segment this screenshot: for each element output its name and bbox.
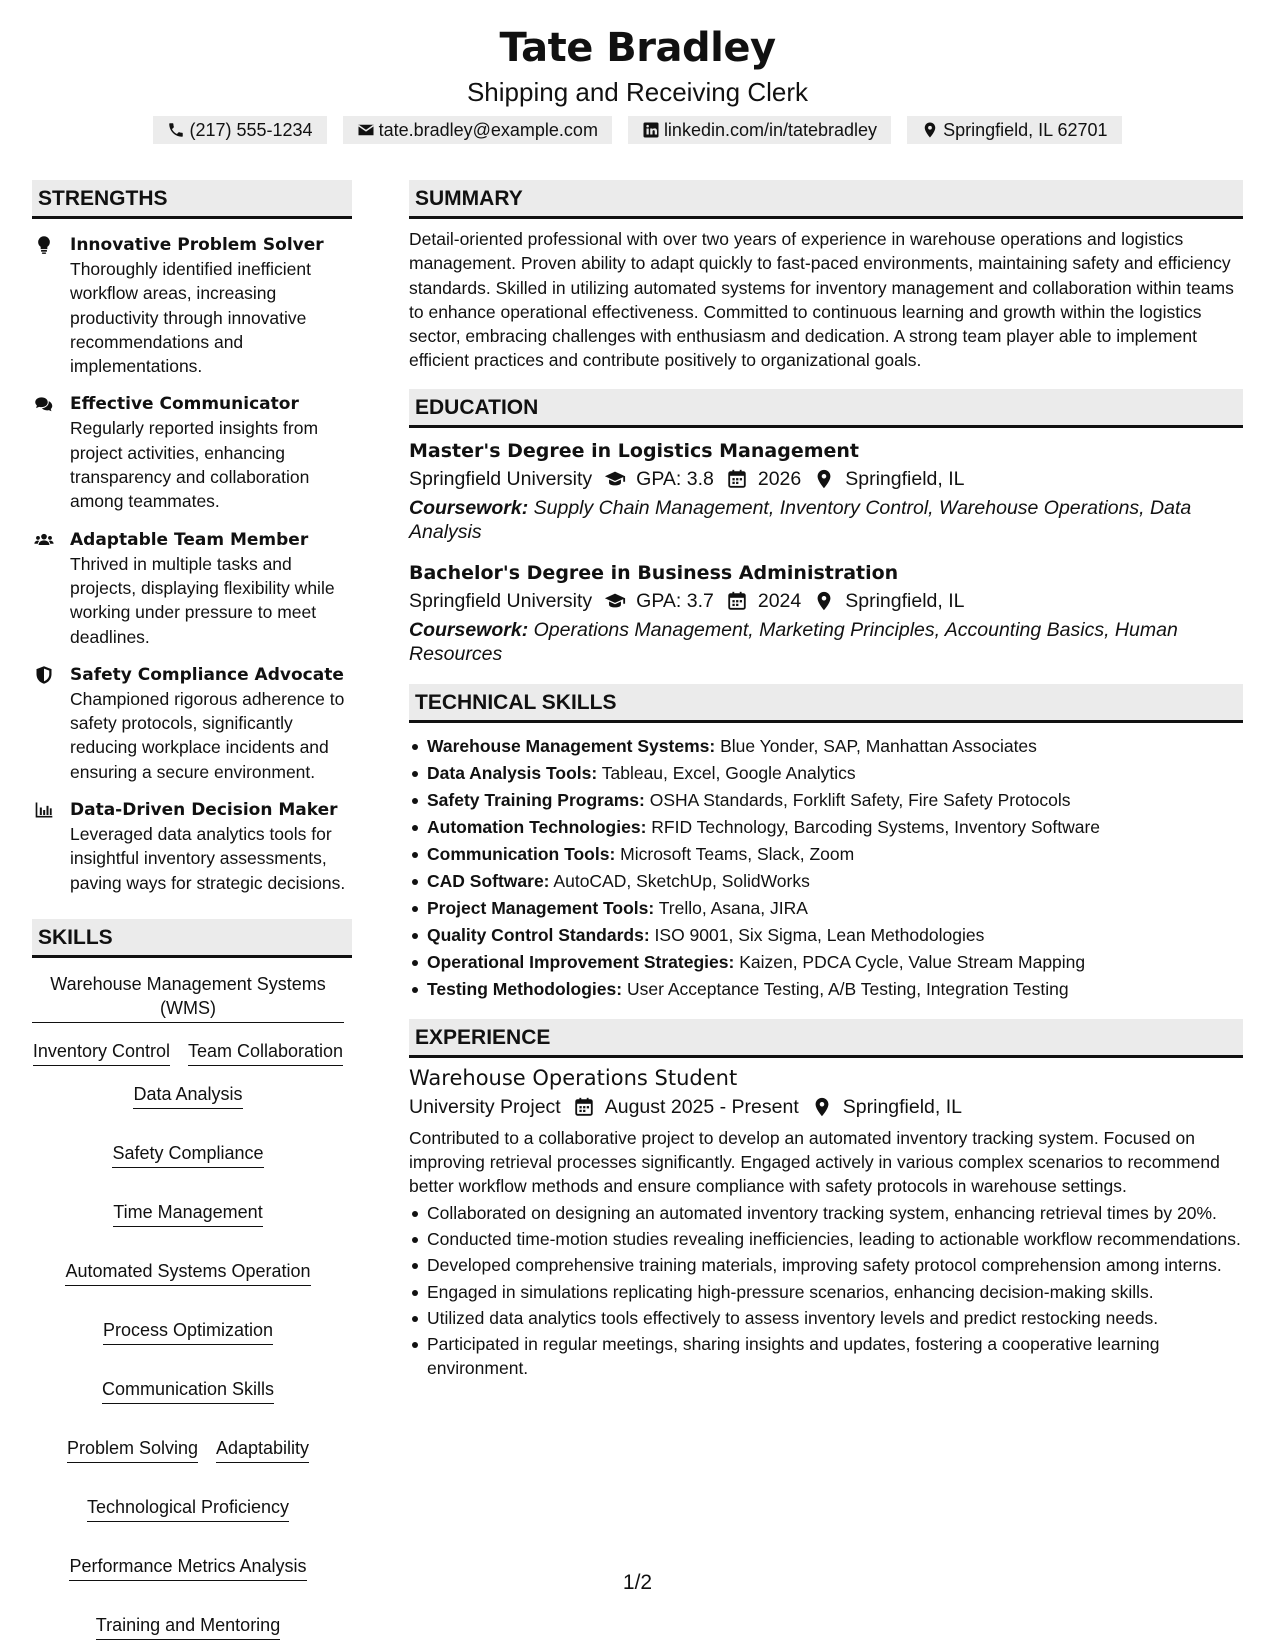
contact-bar [0, 116, 1275, 144]
list-item [409, 733, 1243, 760]
graduation-year: 2024 [757, 589, 802, 612]
summary-heading: SUMMARY [409, 180, 1243, 219]
education-meta [409, 586, 1243, 616]
school-location: Springfield, IL [845, 589, 965, 612]
tech-value: OSHA Standards, Forklift Safety, Fire Safety Protocols [649, 789, 1071, 810]
list-item: Participated in regular meetings, sharing insights and updates, fostering a cooperative learning environment. [409, 1332, 1243, 1381]
list-item [409, 841, 1243, 868]
skill-tag: Automated Systems Operation [65, 1259, 310, 1286]
coursework-label: Coursework: [409, 496, 529, 519]
list-item: Engaged in simulations replicating high-pressure scenarios, enhancing decision-making skills. [409, 1280, 1243, 1304]
degree-title: Bachelor's Degree in Business Administration [409, 561, 899, 584]
list-item: Conducted time-motion studies revealing inefficiencies, leading to actionable workflow recommendations. [409, 1227, 1243, 1251]
strength-desc: Thrived in multiple tasks and projects, displaying flexibility while working under pressure to meet deadlines. [70, 553, 335, 647]
summary-text: Detail-oriented professional with over two years of experience in warehouse operations and logistics management. Proven ability to adapt quickly to fast-paced environments, maintaining safety and efficiency standards. Skilled in utilizing automated systems for inventory management and collaboration within teams to enhance operational effectiveness. Committed to continuous learning and growth within the logistics sector, embracing challenges with enthusiasm and dedication. A strong team player able to implement efficient practices and contribute positively to organizational goals. [409, 229, 1234, 371]
tech-value: Microsoft Teams, Slack, Zoom [620, 843, 855, 864]
skill-tag: Warehouse Management Systems (WMS) [32, 972, 344, 1023]
candidate-role: Shipping and Receiving Clerk [466, 77, 809, 107]
experience-heading: EXPERIENCE [409, 1019, 1243, 1058]
linkedin-text: linkedin.com/in/tatebradley [663, 120, 878, 140]
list-item: Collaborated on designing an automated inventory tracking system, enhancing retrieval times by 20%. [409, 1201, 1243, 1225]
calendar-icon [714, 468, 758, 490]
right-column [409, 180, 1243, 1381]
list-item [409, 760, 1243, 787]
lightbulb-icon [32, 233, 70, 378]
strength-title: Safety Compliance Advocate [70, 664, 344, 685]
job-title: Warehouse Operations Student [409, 1065, 738, 1090]
left-column [32, 180, 352, 1640]
tech-label: Automation Technologies: [427, 816, 647, 837]
location-text: Springfield, IL 62701 [943, 120, 1108, 140]
list-item: Utilized data analytics tools effectively to assess inventory levels and predict restocking needs. [409, 1306, 1243, 1330]
skill-tag: Communication Skills [102, 1377, 274, 1404]
calendar-icon [561, 1096, 605, 1118]
tech-value: AutoCAD, SketchUp, SolidWorks [553, 870, 810, 891]
phone-icon [167, 121, 185, 139]
education-entry [409, 560, 1243, 666]
tech-value: RFID Technology, Barcoding Systems, Inventory Software [651, 816, 1101, 837]
strength-item [32, 233, 352, 378]
skill-tag: Technological Proficiency [87, 1495, 289, 1522]
coursework-list: Operations Management, Marketing Principles, Accounting Basics, Human Resources [409, 618, 1178, 665]
tech-value: ISO 9001, Six Sigma, Lean Methodologies [654, 924, 985, 945]
tech-label: Testing Methodologies: [427, 978, 623, 999]
skill-tag: Adaptability [216, 1436, 309, 1463]
list-item [409, 922, 1243, 949]
calendar-icon [714, 590, 758, 612]
strength-item [32, 663, 352, 784]
coursework-label: Coursework: [409, 618, 529, 641]
skill-tag: Inventory Control [33, 1039, 170, 1066]
graduation-year: 2026 [757, 467, 802, 490]
education-entry [409, 438, 1243, 544]
skill-tag: Problem Solving [67, 1436, 198, 1463]
contact-linkedin[interactable] [628, 116, 891, 144]
tech-label: Quality Control Standards: [427, 924, 650, 945]
list-item [409, 868, 1243, 895]
users-icon [32, 528, 70, 649]
comments-icon [32, 392, 70, 513]
skill-tag: Process Optimization [103, 1318, 273, 1345]
map-pin-icon [801, 468, 845, 490]
skill-tag: Data Analysis [133, 1082, 242, 1109]
school-name: Springfield University [409, 467, 593, 490]
map-pin-icon [801, 590, 845, 612]
strength-item [32, 528, 352, 649]
tech-value: Tableau, Excel, Google Analytics [601, 762, 856, 783]
tech-value: User Acceptance Testing, A/B Testing, Integration Testing [626, 978, 1069, 999]
list-item [409, 787, 1243, 814]
skills-heading: SKILLS [32, 919, 352, 958]
phone-text: (217) 555-1234 [189, 120, 313, 140]
strength-title: Adaptable Team Member [70, 529, 309, 550]
contact-location [907, 116, 1121, 144]
degree-title: Master's Degree in Logistics Management [409, 439, 860, 462]
strength-desc: Championed rigorous adherence to safety protocols, significantly reducing workplace incidents and ensuring a secure environment. [70, 688, 345, 782]
bar-chart-icon [32, 798, 70, 895]
skill-tag: Team Collaboration [188, 1039, 343, 1066]
list-item [409, 976, 1243, 1003]
gpa-text: GPA: 3.7 [636, 589, 714, 612]
strength-desc: Thoroughly identified inefficient workflow areas, increasing productivity through innovative recommendations and implementations. [70, 259, 311, 377]
skills-list [32, 972, 344, 1640]
tech-value: Trello, Asana, JIRA [658, 897, 808, 918]
tech-label: Warehouse Management Systems: [427, 735, 716, 756]
strengths-heading: STRENGTHS [32, 180, 352, 219]
tech-value: Blue Yonder, SAP, Manhattan Associates [720, 735, 1037, 756]
coursework-list: Supply Chain Management, Inventory Control, Warehouse Operations, Data Analysis [409, 496, 1192, 543]
job-meta [409, 1092, 1243, 1122]
graduation-cap-icon [592, 468, 636, 490]
coursework [409, 496, 1243, 544]
map-pin-icon [921, 121, 939, 139]
technical-skills-heading: TECHNICAL SKILLS [409, 684, 1243, 723]
strength-desc: Leveraged data analytics tools for insightful inventory assessments, paving ways for strategic decisions. [70, 824, 346, 893]
strength-title: Effective Communicator [70, 394, 299, 415]
tech-value: Kaizen, PDCA Cycle, Value Stream Mapping [739, 951, 1086, 972]
school-location: Springfield, IL [845, 467, 965, 490]
technical-skills-list [409, 733, 1243, 1003]
skill-tag: Training and Mentoring [96, 1613, 280, 1640]
job-bullets [409, 1201, 1243, 1381]
tech-label: Project Management Tools: [427, 897, 655, 918]
education-heading: EDUCATION [409, 389, 1243, 428]
tech-label: Safety Training Programs: [427, 789, 645, 810]
skill-tag: Performance Metrics Analysis [69, 1554, 306, 1581]
strength-item [32, 392, 352, 513]
contact-phone[interactable] [153, 116, 326, 144]
list-item [409, 895, 1243, 922]
skill-tag: Time Management [113, 1200, 262, 1227]
strength-item [32, 798, 352, 895]
shield-icon [32, 663, 70, 784]
page-number: 1/2 [622, 1571, 653, 1594]
gpa-text: GPA: 3.8 [636, 467, 714, 490]
linkedin-icon [642, 121, 660, 139]
envelope-icon [357, 121, 375, 139]
strength-desc: Regularly reported insights from project activities, enhancing transparency and collaboration among teammates. [70, 418, 319, 512]
list-item [409, 814, 1243, 841]
tech-label: Operational Improvement Strategies: [427, 951, 735, 972]
job-description: Contributed to a collaborative project to develop an automated inventory tracking system. Focused on improving retrieval processes significantly. Engaged actively in various complex scenarios to recommend better workflow methods and ensure compliance with safety protocols in warehouse settings. [409, 1127, 1220, 1197]
tech-label: Data Analysis Tools: [427, 762, 598, 783]
tech-label: Communication Tools: [427, 843, 616, 864]
graduation-cap-icon [592, 590, 636, 612]
school-name: Springfield University [409, 589, 593, 612]
strength-title: Data-Driven Decision Maker [70, 800, 338, 821]
list-item [409, 949, 1243, 976]
strength-title: Innovative Problem Solver [70, 235, 324, 255]
candidate-name: Tate Bradley [499, 25, 776, 71]
education-meta [409, 464, 1243, 494]
tech-label: CAD Software: [427, 870, 550, 891]
contact-email[interactable] [343, 116, 612, 144]
job-location: Springfield, IL [842, 1095, 963, 1118]
skill-tag: Safety Compliance [112, 1141, 263, 1168]
map-pin-icon [799, 1096, 843, 1118]
email-text: tate.bradley@example.com [378, 120, 598, 140]
coursework [409, 618, 1243, 666]
job-org: University Project [409, 1095, 561, 1118]
job-dates: August 2025 - Present [604, 1095, 799, 1118]
resume-header [0, 22, 1275, 144]
list-item: Developed comprehensive training materials, improving safety protocol comprehension among interns. [409, 1253, 1243, 1277]
